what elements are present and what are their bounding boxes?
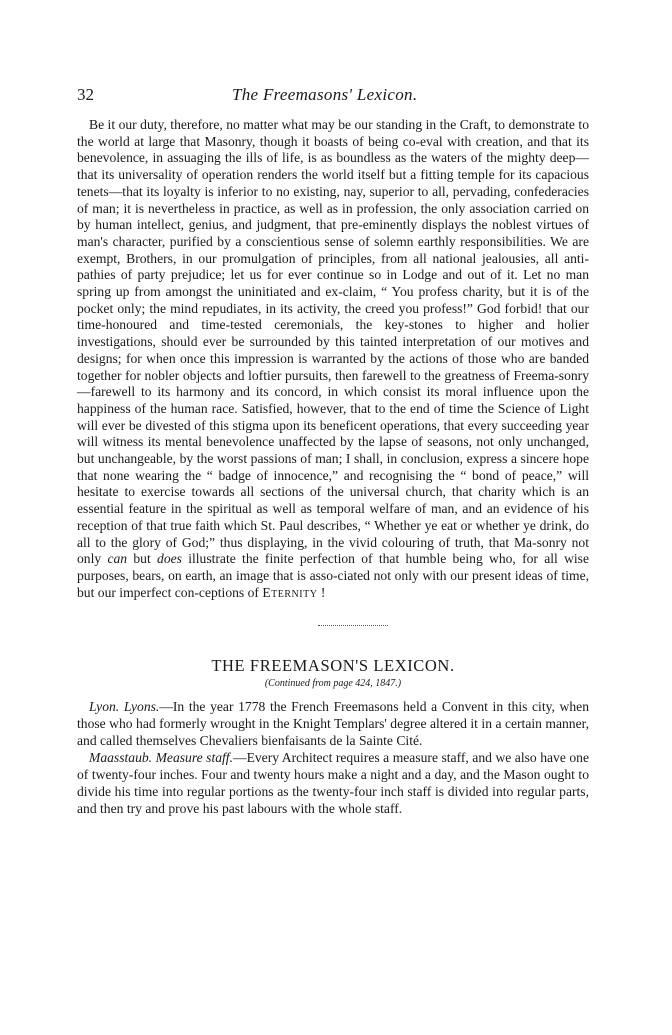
page: [77, 85, 589, 818]
entry-text: —Every Architect requires a measure staff, and we also have one of twenty-four inches. Four and twenty hours make a night and a day, and the Mason ought to divide his time into regular portions as the twenty-four inch staff is divided into regular parts, and then try and prove his past labours with the whole staff.: [77, 750, 589, 816]
lexicon-entry: [77, 750, 589, 818]
emphasis-can: can: [107, 551, 128, 567]
paragraph-text: !: [317, 584, 326, 600]
section-separator: [318, 625, 388, 626]
paragraph-text: Be it our duty, therefore, no matter what may be our standing in the Craft, to demonstrate to the world at large that Masonry, though it boasts of being co-eval with creation, and that its benevolence, in assuaging the ills of life, is as boundless as the waters of the mighty deep—that its universality of operation renders the world itself but a fitting temple for its capacious tenets—that its loyalty is inferior to no existing, nay, superior to all, pervading, confederacies of man; it is nevertheless in practice, as well as in profession, the only association carried on by human intellect, genius, and judgment, that pre-eminently displays the noblest virtues of man's character, purified by a conscientious sense of solemn earthly responsibilities. We are exempt, Brothers, in our promulgation of principles, from all national jealousies, all anti-pathies of party prejudice; let us for ever continue so in Lodge and out of it. Let no man spring up from amongst the uninitiated and ex-claim, “ You profess charity, but it is of the pocket only; the mind repudiates, in its activity, the creed you profess!” God forbid! that our time-honoured and time-tested ceremonials, the key-stones to higher and holier investigations, should ever be surrounded by this tainted interpretation of our motives and designs; for when once this impression is warranted by the actions of those who are banded together for nobler objects and loftier pursuits, then farewell to the greatness of Freema-sonry—farewell to its harmony and its concord, in which consist its moral influence upon the happiness of the human race. Satisfied, however, that to the end of time the Science of Light will ever be divested of this stigma upon its beneficent operations, that every succeeding year will witness its mental benevolence unaffected by the lapse of seasons, not only unchanged, but unchangeable, by the worst passions of man; I shall, in conclusion, express a sincere hope that none wearing the “ badge of innocence,” and recognising the “ bond of peace,” will hesitate to exercise towards all sections of the universal church, that charity which is an essential feature in the spiritual as well as temporal welfare of man, and an evidence of his reception of that true faith which St. Paul describes, “ Whether ye eat or whether ye drink, do all to the glory of God;” thus displaying, in the vivid colouring of truth, that Ma-sonry not only: [77, 117, 589, 567]
lexicon-entry: [77, 699, 589, 750]
entry-translation: Measure staff.: [155, 750, 233, 766]
emphasis-does: does: [157, 551, 182, 567]
section-title: THE FREEMASON'S LEXICON.: [211, 656, 455, 676]
main-paragraph: [77, 117, 589, 601]
entry-translation: Lyons.: [123, 699, 160, 715]
entry-headword: Lyon.: [89, 699, 120, 715]
paragraph-text: illustrate the finite perfection of that humble being who, for all wise purposes, bears, on earth, an image that is asso-ciated not only with our present ideas of time, but our imperfect con-ceptions of: [77, 551, 589, 600]
eternity-word: Eternity: [262, 584, 318, 600]
continued-note: (Continued from page 424, 1847.): [264, 678, 402, 690]
entry-headword: Maasstaub.: [89, 750, 153, 766]
page-number: 32: [77, 85, 94, 104]
running-head: [77, 85, 589, 107]
entry-text: —In the year 1778 the French Freemasons held a Convent in this city, when those who had formerly wrought in the Knight Templars' degree altered it in a certain manner, and called themselves Chevaliers bienfaisants de la Sainte Cité.: [77, 699, 589, 749]
paragraph-text: but: [127, 551, 158, 567]
running-title: The Freemasons' Lexicon.: [232, 85, 418, 104]
